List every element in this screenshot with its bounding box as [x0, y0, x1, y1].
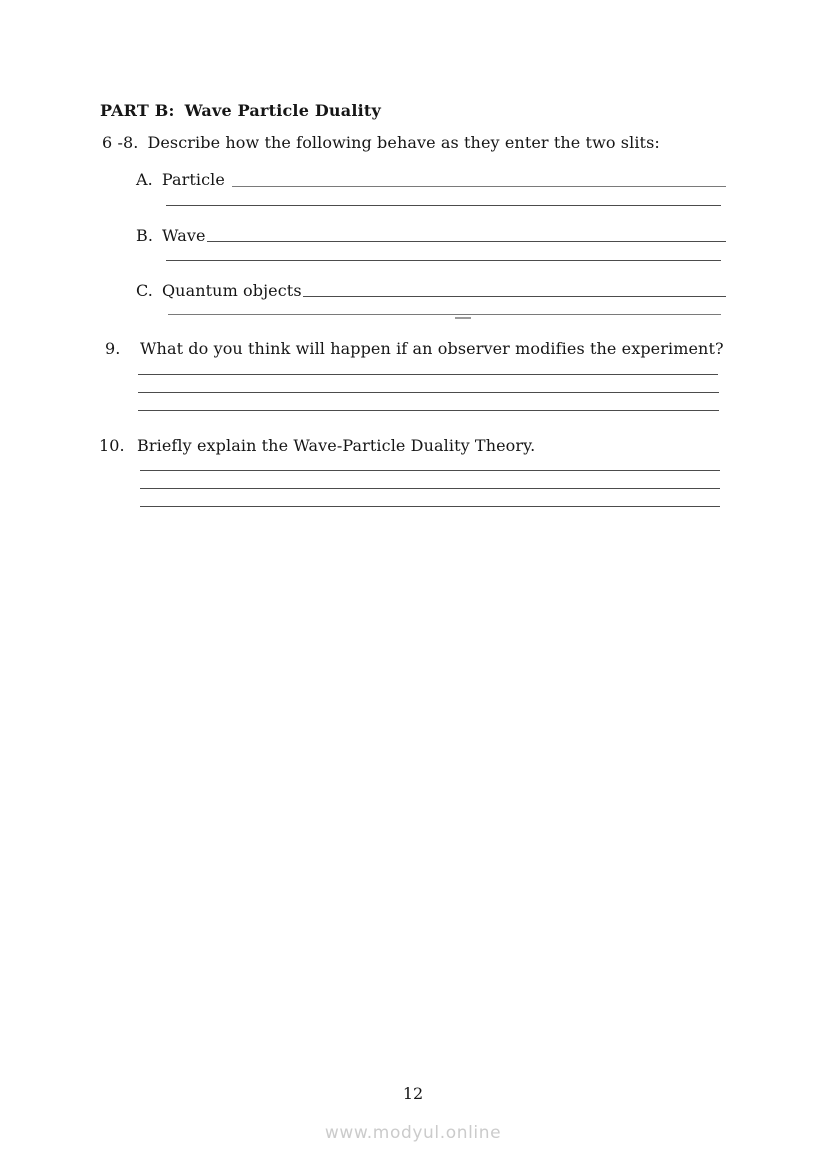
instruction-text: Describe how the following behave as they enter the two slits:	[147, 133, 660, 152]
answer-line	[138, 410, 719, 411]
answer-line	[207, 241, 726, 242]
page-number: 12	[402, 1084, 424, 1103]
item-b-label: Wave	[162, 226, 206, 245]
part-title: Wave Particle Duality	[184, 101, 381, 120]
question-9-text: What do you think will happen if an observer modifies the experiment?	[140, 339, 724, 358]
answer-line	[232, 186, 726, 187]
item-c-letter: C.	[136, 281, 153, 300]
item-b-letter: B.	[136, 226, 154, 245]
instruction-number: 6 -8.	[102, 133, 139, 152]
item-a-letter: A.	[136, 170, 153, 189]
question-10-text: Briefly explain the Wave-Particle Duality Theory.	[137, 436, 536, 455]
answer-line	[138, 392, 719, 393]
item-a-label: Particle	[161, 170, 225, 189]
answer-line	[166, 260, 721, 261]
answer-line	[140, 488, 720, 489]
answer-line	[138, 374, 718, 375]
answer-line	[140, 506, 720, 507]
answer-line	[140, 470, 720, 471]
answer-line	[303, 296, 726, 297]
item-c-row	[136, 281, 302, 300]
instruction-line	[102, 133, 660, 152]
item-c-label: Quantum objects	[161, 281, 302, 300]
question-10-number: 10.	[99, 436, 125, 455]
watermark: www.modyul.online	[324, 1123, 502, 1143]
item-a-row	[136, 170, 225, 189]
question-9-number: 9.	[105, 339, 121, 358]
section-heading	[100, 101, 381, 120]
scan-artifact-mark	[455, 317, 471, 319]
item-b-row	[136, 226, 206, 245]
answer-line	[166, 205, 721, 206]
answer-line	[168, 314, 721, 315]
part-label: PART B:	[100, 101, 175, 120]
